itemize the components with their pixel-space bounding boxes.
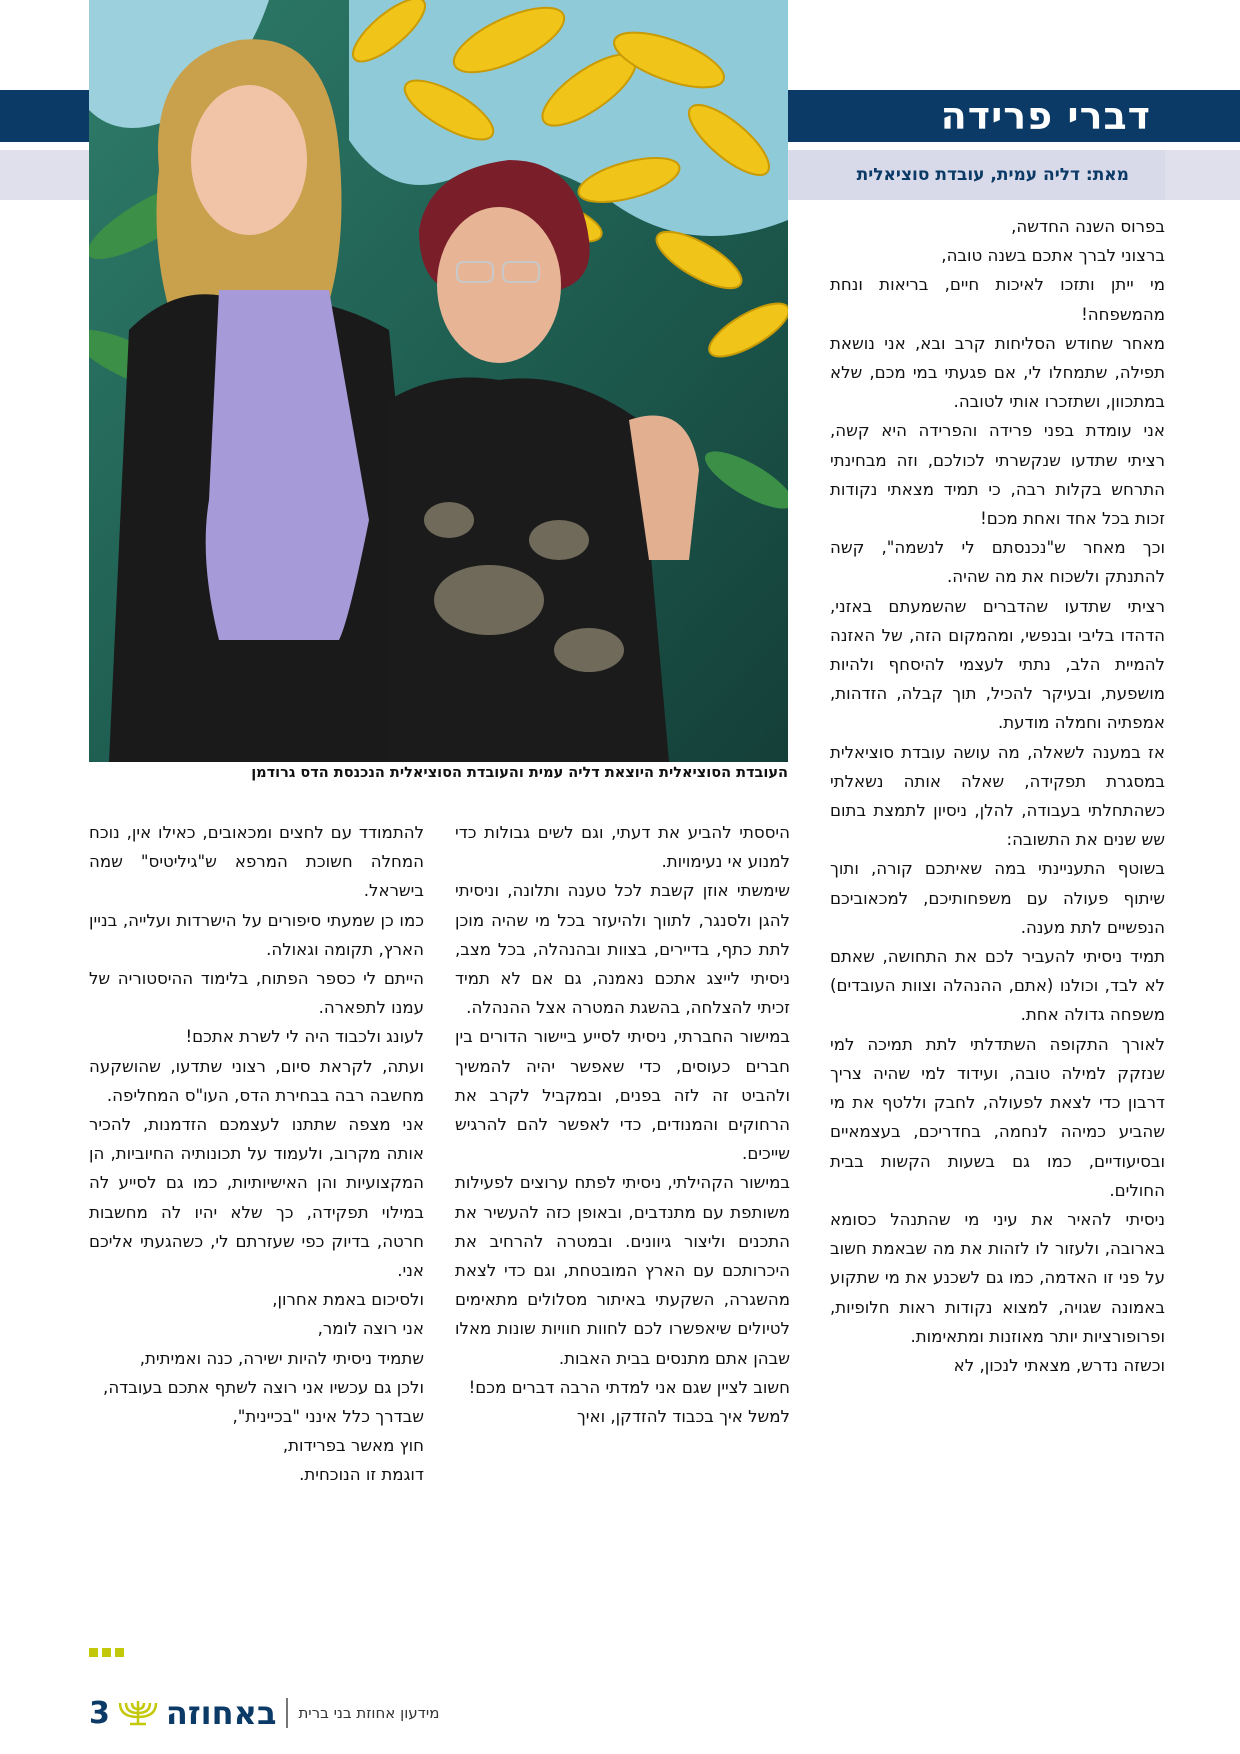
paragraph: ועתה, לקראת סיום, רצוני שתדעו, שהושקעה מחשבה רבה בבחירת הדס, העו"ס המחליפה.: [89, 1056, 424, 1105]
dot: [89, 1648, 98, 1657]
article-column-right: [830, 212, 1165, 1380]
photo-caption: העובדת הסוציאלית היוצאת דליה עמית והעובדת הסוציאלית הנכנסת הדס גרודמן: [251, 765, 788, 781]
paragraph: שבדרך כלל אינני "בכיינית",: [232, 1407, 424, 1427]
page-footer: [89, 1693, 489, 1733]
article-column-left: [89, 818, 424, 1490]
paragraph: דוגמת זו הנוכחית.: [299, 1465, 424, 1485]
paragraph: ולכן גם עכשיו אני רוצה לשתף אתכם בעובדה,: [103, 1377, 424, 1397]
article-byline: מאת: דליה עמית, עובדת סוציאלית: [856, 165, 1129, 185]
paragraph: חוץ מאשר בפרידות,: [282, 1436, 424, 1456]
decorative-dots: [89, 1648, 124, 1657]
footer-subtitle: מידעון אחוזת בני ברית: [298, 1704, 440, 1722]
article-photo: [89, 0, 788, 762]
paragraph: ולסיכום באמת אחרון,: [272, 1290, 424, 1310]
paragraph: היססתי להביע את דעתי, וגם לשים גבולות כדי למנוע אי נעימויות.: [455, 823, 790, 872]
paragraph: לאורך התקופה השתדלתי לתת תמיכה למי שנזקק למילה טובה, ועידוד למי שהיה צריך דרבון כדי לצאת לפעולה, לחבק וללטף את מי שהביע כמיהה לנחמה, בחדריכם, בעצמאיים ובסיעודיים, כמו גם בשעות הקשות בבית החולים.: [830, 1034, 1165, 1200]
paragraph: חשוב לציין שגם אני למדתי הרבה דברים מכם!: [468, 1377, 790, 1397]
paragraph: שתמיד ניסיתי להיות ישירה, כנה ואמיתית,: [139, 1348, 424, 1368]
paragraph: ברצוני לברך אתכם בשנה טובה,: [941, 246, 1165, 266]
footer-separator: [286, 1698, 288, 1728]
paragraph: רציתי שתדעו שהדברים שהשמעתם באזני, הדהדו בליבי ובנפשי, ומהמקום הזה, של האזנה להמיית הלב, נתתי לעצמי להיסחף ולהיות מושפעת, ובעיקר להכיל, תוך קבלה, הזדהות, אמפתיה וחמלה מודעת.: [830, 596, 1165, 733]
photo-illustration: [89, 0, 788, 762]
paragraph: ניסיתי להאיר את עיני מי שהתנהל כסומא בארובה, ולעזור לו לזהות את מה שבאמת חשוב על פני זו האדמה, כמו גם לשכנע את מי שתקוע באמונה שגויה, למצוא נקודות ראות חלופיות, ופרופורציות יותר מאוזנות ומתאימות.: [830, 1209, 1165, 1346]
paragraph: שימשתי אוזן קשבת לכל טענה ותלונה, וניסיתי להגן ולסנגר, לתווך ולהיעזר בכל מי שהיה מוכן לתת כתף, בדיירים, בצוות ובהנהלה, בכל מצב, ניסיתי לייצג אתכם נאמנה, גם אם לא תמיד זכיתי להצלחה, בהשגת המטרה אצל ההנהלה.: [455, 881, 790, 1018]
menorah-icon: [116, 1699, 160, 1727]
paragraph: אני עומדת בפני פרידה והפרידה היא קשה, רציתי שתדעו שנקשרתי לכולכם, וזה מבחינתי התרחש בקלות רבה, כי תמיד מצאתי נקודות זכות בכל אחד ואחת מכם!: [830, 421, 1165, 529]
paragraph: הייתם לי כספר הפתוח, בלימוד ההיסטוריה של עמנו לתפארה.: [89, 969, 424, 1018]
paragraph: וכשזה נדרש, מצאתי לנכון, לא: [953, 1355, 1165, 1375]
paragraph: במישור הקהילתי, ניסיתי לפתח ערוצים לפעילות משותפת עם מתנדבים, ובאופן כזה להעשיר את התכנים וליצור גיוונים. ובמטרה להרחיב את היכרותכם עם הארץ המובטחת, וגם כדי לצאת מהשגרה, השקעתי באיתור מסלולים מתאימים לטיולים שיאפשרו לכם לחוות חוויות שונות מאלו שבהן אתם מתנסים בבית האבות.: [455, 1173, 790, 1368]
paragraph: בפרוס השנה החדשה,: [1011, 217, 1165, 236]
paragraph: אני מצפה שתתנו לעצמכם הזדמנות, להכיר אותה מקרוב, ולעמוד על תכונותיה החיוביות, הן המקצועיות והן האישיותיות, כמו גם לסייע לה במילוי תפקידה, כך שלא יהיו לה מחשבות חרטה, בדיוק כפי שעזרתם לי, כשהגעתי אליכם אני.: [89, 1115, 424, 1281]
paragraph: וכך מאחר ש"נכנסתם לי לנשמה", קשה להתנתק ולשכוח את מה שהיה.: [830, 538, 1165, 587]
title-box: [789, 90, 1165, 142]
magazine-logo: באחוזה: [165, 1694, 277, 1732]
paragraph: במישור החברתי, ניסיתי לסייע ביישור הדורים בין חברים כעוסים, כדי שאפשר יהיה להמשיך ולהביט זה לזה בפנים, ובמקביל לקרב את הרחוקים והמנודים, כדי לאפשר להם להרגיש שייכים.: [455, 1027, 790, 1164]
paragraph: מאחר שחודש הסליחות קרב ובא, אני נושאת תפילה, שתמחלו לי, אם פגעתי במי מכם, שלא במתכוון, ושתזכרו אותי לטובה.: [830, 333, 1165, 412]
paragraph: אני רוצה לומר,: [317, 1319, 424, 1339]
paragraph: כמו כן שמעתי סיפורים על הישרדות ועלייה, בניין הארץ, תקומה וגאולה.: [89, 910, 424, 959]
dot: [115, 1648, 124, 1657]
paragraph: תמיד ניסיתי להעביר לכם את התחושה, שאתם לא לבד, וכולנו (אתם, ההנהלה וצוות העובדים) משפחה גדולה אחת.: [830, 947, 1165, 1025]
paragraph: בשוטף התעניינתי במה שאיתכם קורה, ותוך שיתוף פעולה עם משפחותיכם, למכאוביכם הנפשיים לתת מענה.: [830, 859, 1165, 937]
byline-box: [789, 150, 1165, 200]
paragraph: אז במענה לשאלה, מה עושה עובדת סוציאלית במסגרת תפקידה, שאלה אותה נשאלתי כשהתחלתי בעבודה, להלן, ניסיון לתמצת בתום שש שנים את התשובה:: [830, 742, 1165, 850]
page-number: 3: [89, 1695, 110, 1731]
article-title: דברי פרידה: [940, 94, 1151, 138]
paragraph: להתמודד עם לחצים ומכאובים, כאילו אין, נוכח המחלה חשוכת המרפא ש"גיליטיס" שמה בישראל.: [89, 823, 424, 901]
paragraph: לעונג ולכבוד היה לי לשרת אתכם!: [185, 1027, 424, 1047]
paragraph: למשל איך בכבוד להזדקן, ואיך: [576, 1407, 790, 1427]
dot: [102, 1648, 111, 1657]
paragraph: מי ייתן ותזכו לאיכות חיים, בריאות ונחת מהמשפחה!: [830, 275, 1165, 324]
article-column-middle: [455, 818, 790, 1431]
